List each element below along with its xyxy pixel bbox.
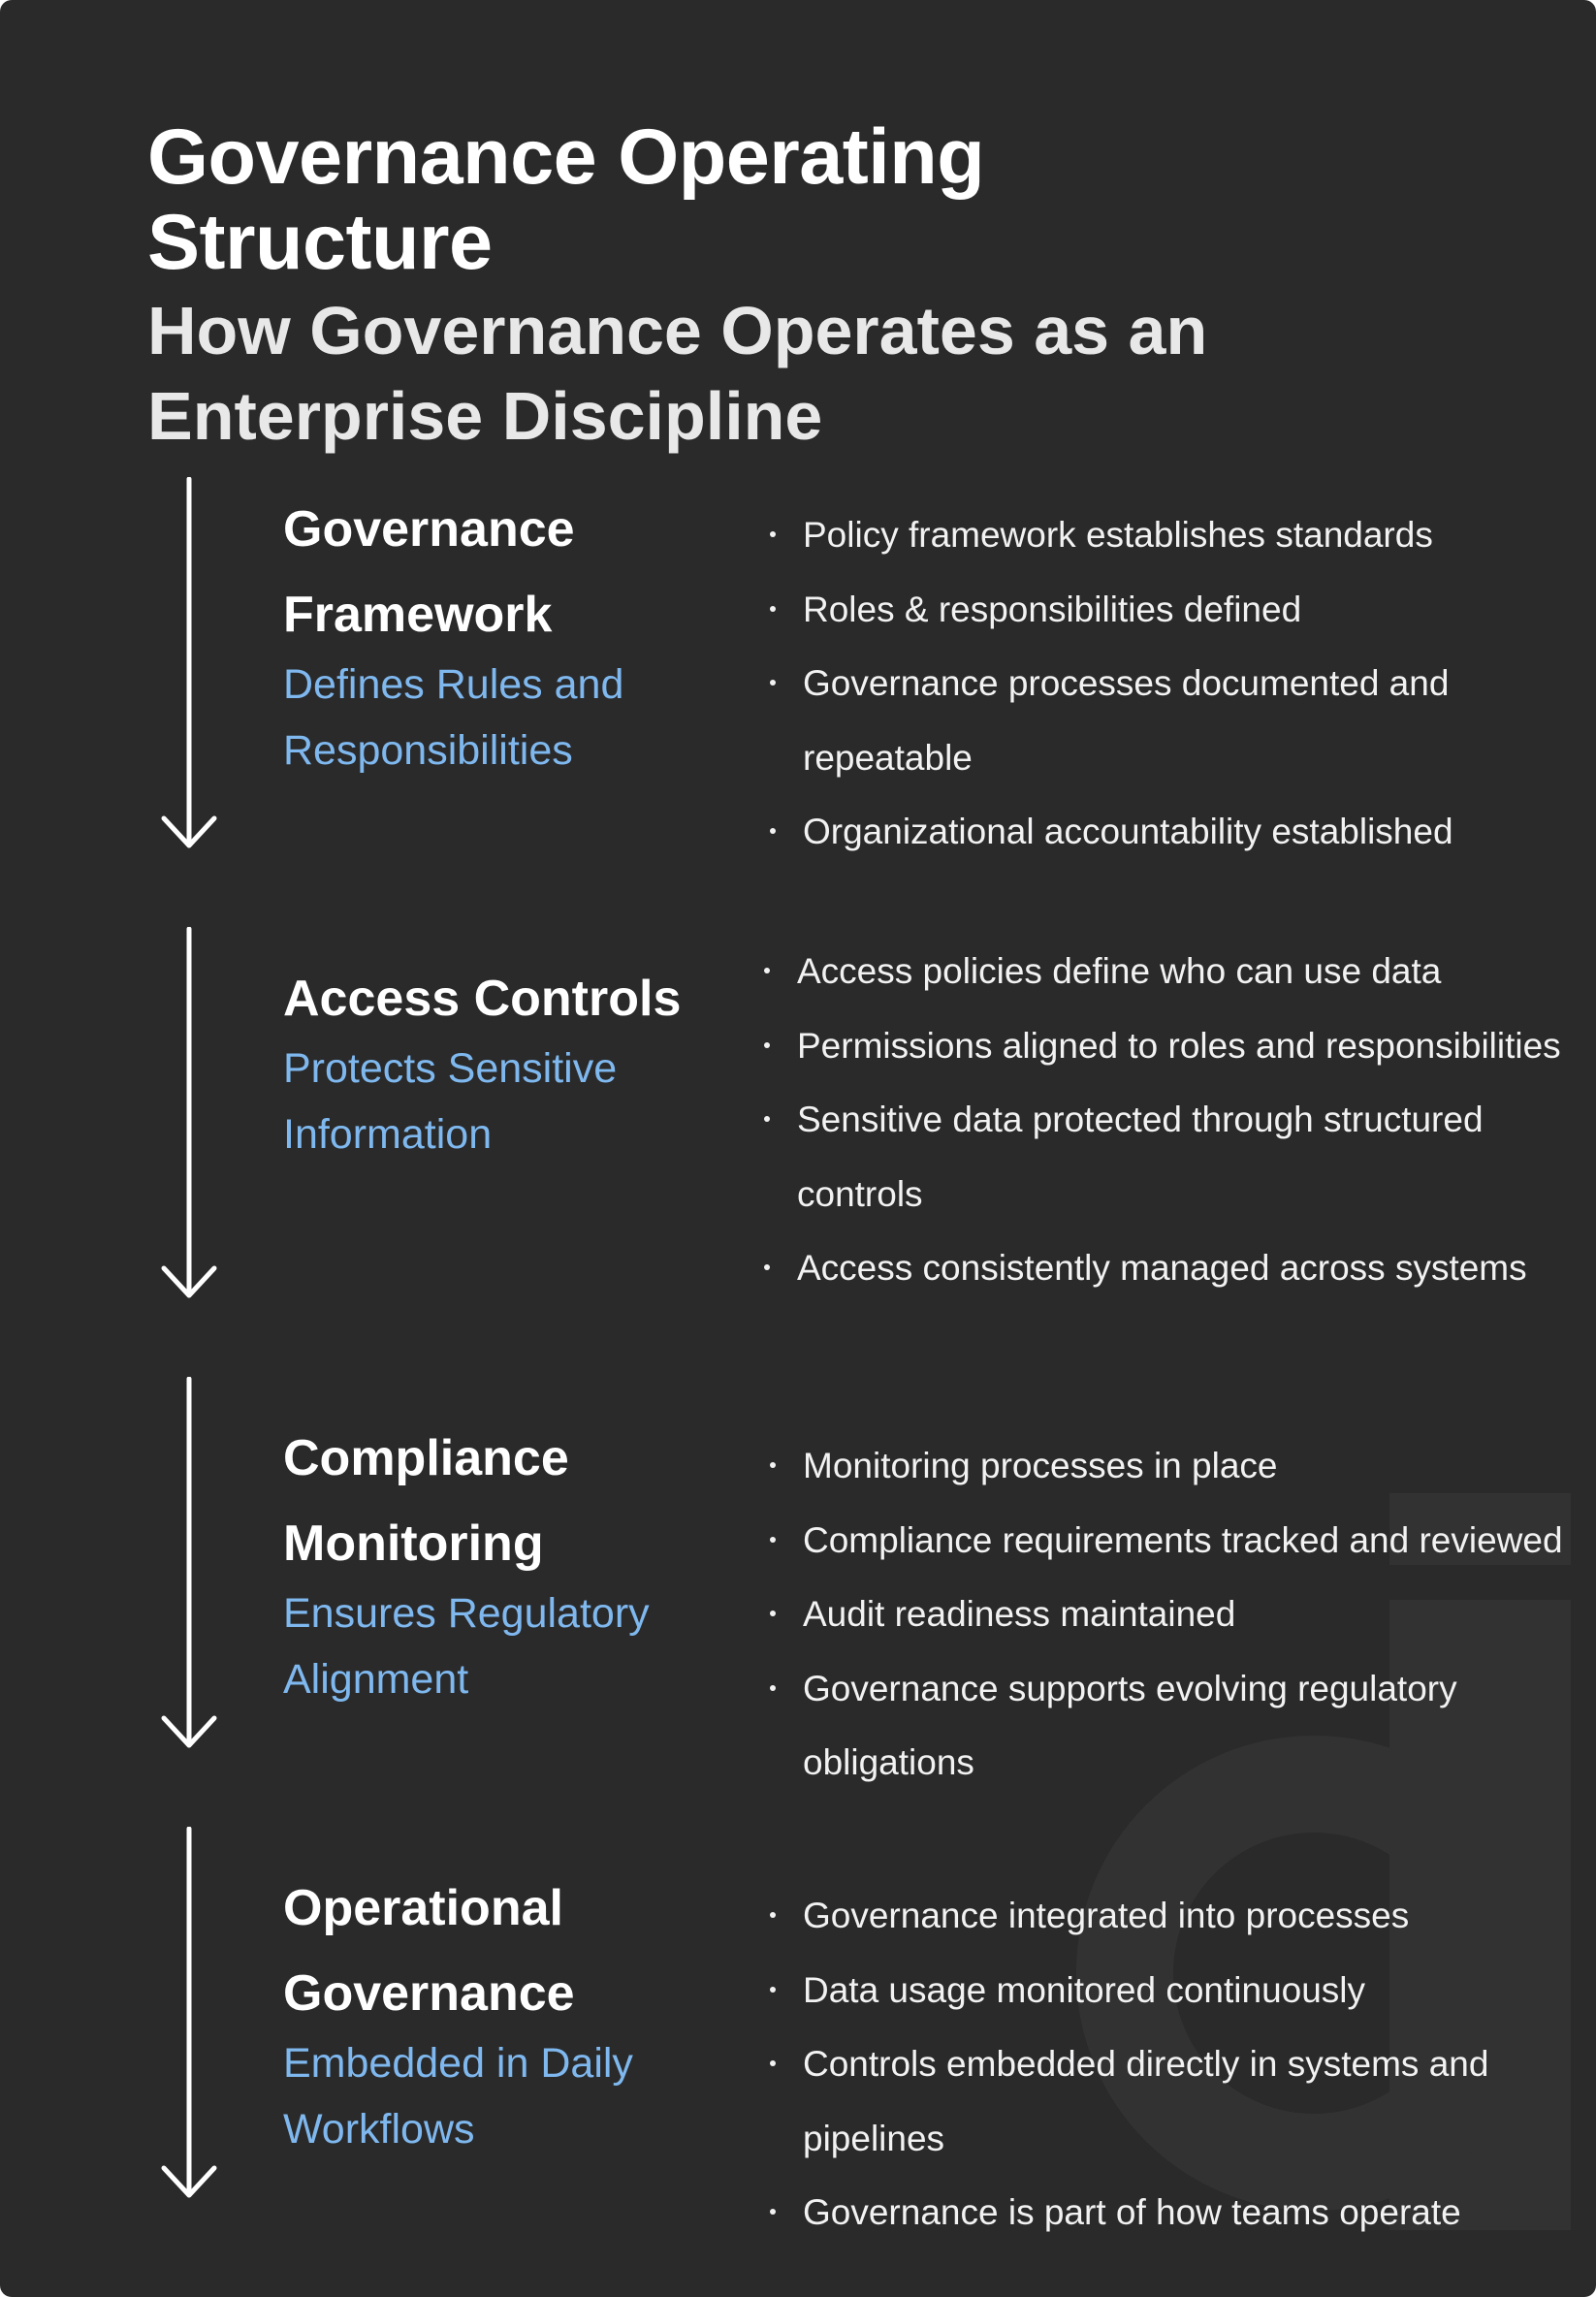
bullet-text: Governance integrated into processes [803,1896,1410,1935]
bullet-text: Access consistently managed across systems [797,1248,1527,1288]
list-item [764,935,1594,1009]
bullet-dot [770,1537,776,1543]
list-item [770,795,1565,870]
bullet-dot [770,1987,776,1993]
page-subtitle: How Governance Operates as an Enterprise Discipline [147,293,1208,454]
list-item [764,1083,1594,1231]
list-item [770,1429,1565,1504]
bullet-text: Monitoring processes in place [803,1446,1278,1485]
bullet-list [770,1879,1565,2250]
bullet-text: Sensitive data protected through structured controls [797,1100,1484,1214]
arrow-down-icon [160,1827,218,2205]
arrow-down-icon [160,1377,218,1755]
bullet-dot [770,1685,776,1691]
list-item [770,1879,1565,1954]
section-heading: Access Controls [283,971,682,1027]
bullet-text: Compliance requirements tracked and reviewed [803,1519,1563,1560]
bullet-text: Controls embedded directly in systems and pipelines [803,2044,1489,2158]
bullet-text: Data usage monitored continuously [803,1969,1366,2010]
bullet-dot [770,2209,776,2215]
bullet-text: Governance supports evolving regulatory obligations [803,1668,1457,1782]
list-item [770,1652,1565,1801]
bullet-text: Governance processes documented and repeatable [803,663,1450,778]
list-item [770,1578,1565,1652]
bullet-text: Roles & responsibilities defined [803,589,1302,629]
bullet-dot [770,680,776,686]
section-heading: Compliance Monitoring [283,1430,569,1572]
arrow-down-icon [160,477,218,855]
bullet-text: Access policies define who can use data [797,951,1442,991]
bullet-dot [770,1912,776,1918]
list-item [770,1504,1565,1579]
bullet-text: Organizational accountability established [803,812,1453,851]
bullet-dot [770,828,776,834]
bullet-text: Governance is part of how teams operate [803,2192,1461,2232]
list-item [770,2027,1565,2176]
list-item [770,647,1565,795]
bullet-dot [770,2060,776,2066]
bullet-dot [764,1042,770,1048]
bullet-text: Audit readiness maintained [803,1594,1236,1634]
bullet-dot [770,1462,776,1468]
section-heading: Governance Framework [283,501,575,643]
list-item [764,1009,1594,1084]
list-item [770,498,1565,573]
bullet-dot [770,1611,776,1616]
bullet-dot [764,1264,770,1270]
list-item [770,2176,1565,2250]
bullet-list [770,498,1565,870]
bullet-dot [764,1116,770,1122]
list-item [764,1231,1594,1306]
list-item [770,573,1565,648]
bullet-list [770,1429,1565,1801]
section-tagline: Embedded in Daily Workflows [283,2040,633,2153]
section-tagline: Defines Rules and Responsibilities [283,661,624,774]
bullet-text: Policy framework establishes standards [803,515,1433,555]
list-item [770,1954,1565,2028]
bullet-list [764,935,1594,1306]
bullet-dot [770,531,776,537]
section-heading: Operational Governance [283,1880,575,2022]
bullet-text: Permissions aligned to roles and responsibilities [797,1025,1561,1066]
page-title: Governance Operating Structure [147,113,985,286]
section-tagline: Ensures Regulatory Alignment [283,1590,650,1703]
section-tagline: Protects Sensitive Information [283,1045,618,1158]
bullet-dot [764,968,770,973]
arrow-down-icon [160,927,218,1305]
bullet-dot [770,606,776,612]
